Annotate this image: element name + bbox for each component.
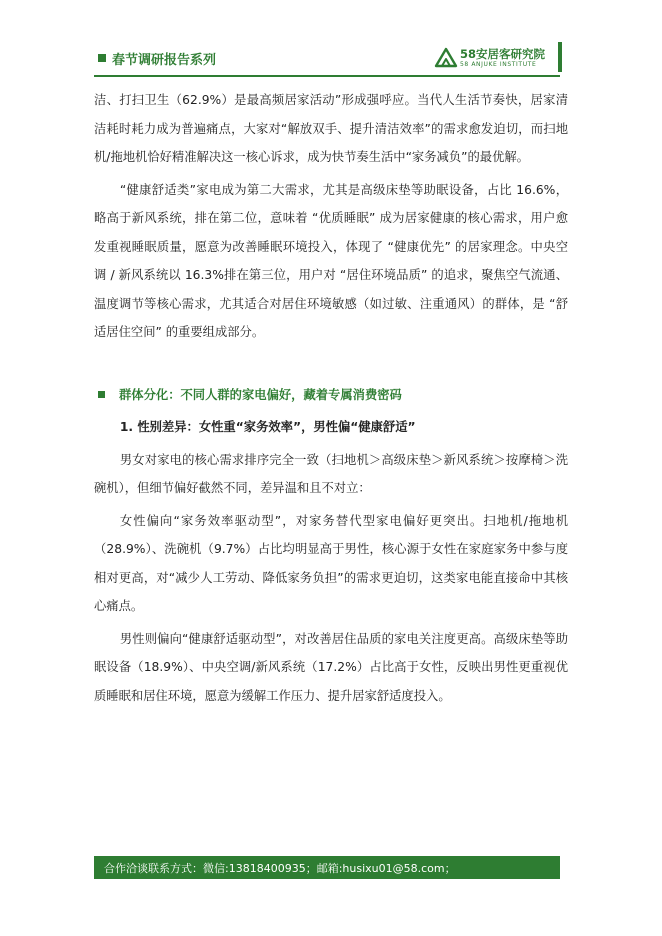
logo-chinese-text: 58安居客研究院: [460, 47, 546, 61]
page-footer: [94, 857, 560, 879]
page-header: [94, 44, 564, 74]
paragraph-4: 女性偏向“家务效率驱动型”，对家务替代型家电偏好更突出。扫地机/拖地机（28.9%）、洗碗机（9.7%）占比均明显高于男性，核心源于女性在家庭家务中参与度相对更高，对“减少人工劳动、降低家务负担”的需求更迫切，这类家电能直接命中其核心痛点。: [94, 513, 568, 613]
section-heading: [94, 381, 568, 410]
section-square-icon: [98, 391, 105, 398]
page-content: [94, 86, 568, 710]
footer-contact-text: 合作洽谈联系方式：微信:13818400935；邮箱:husixu01@58.com；: [104, 862, 456, 875]
paragraph-3: 男女对家电的核心需求排序完全一致（扫地机＞高级床垫＞新风系统＞按摩椅＞洗碗机），但细节偏好截然不同，差异温和且不对立：: [94, 452, 568, 495]
house-icon: [434, 46, 458, 68]
paragraph-5: 男性则偏向“健康舒适驱动型”，对改善居住品质的家电关注度更高。高级床垫等助眠设备（18.9%）、中央空调/新风系统（17.2%）占比高于女性，反映出男性更重视优质睡眠和居住环境，愿意为缓解工作压力、提升居家舒适度投入。: [94, 631, 568, 703]
paragraph-2: “健康舒适类”家电成为第二大需求，尤其是高级床垫等助眠设备，占比 16.6%，略高于新风系统，排在第二位，意味着 “优质睡眠” 成为居家健康的核心需求，用户愈发重视睡眠质量，愿意为改善睡眠环境投入，体现了 “健康优先” 的居家理念。中央空调 / 新风系统以 16.3%排在第三位，用户对 “居住环境品质” 的追求，聚焦空气流通、温度调节等核心需求，尤其适合对居住环境敏感（如过敏、注重通风）的群体，是 “舒适居住空间” 的重要组成部分。: [94, 182, 568, 339]
paragraph-1: 洁、打扫卫生（62.9%）是最高频居家活动”形成强呼应。当代人生活节奏快，居家清洁耗时耗力成为普遍痛点，大家对“解放双手、提升清洁效率”的需求愈发迫切，而扫地机/拖地机恰好精准解决这一核心诉求，成为快节奏生活中“家务减负”的最优解。: [94, 93, 568, 164]
header-square-icon: [98, 54, 106, 62]
subsection-heading: 1. 性别差异：女性重“家务效率”，男性偏“健康舒适”: [119, 420, 416, 434]
report-series-title: 春节调研报告系列: [112, 53, 217, 68]
header-vertical-bar: [558, 42, 562, 72]
header-divider: [94, 75, 560, 77]
logo-english-text: 58 ANJUKE INSTITUTE: [460, 61, 537, 68]
section-heading-text: 群体分化：不同人群的家电偏好，藏着专属消费密码: [119, 387, 402, 402]
institute-logo: [434, 44, 562, 74]
